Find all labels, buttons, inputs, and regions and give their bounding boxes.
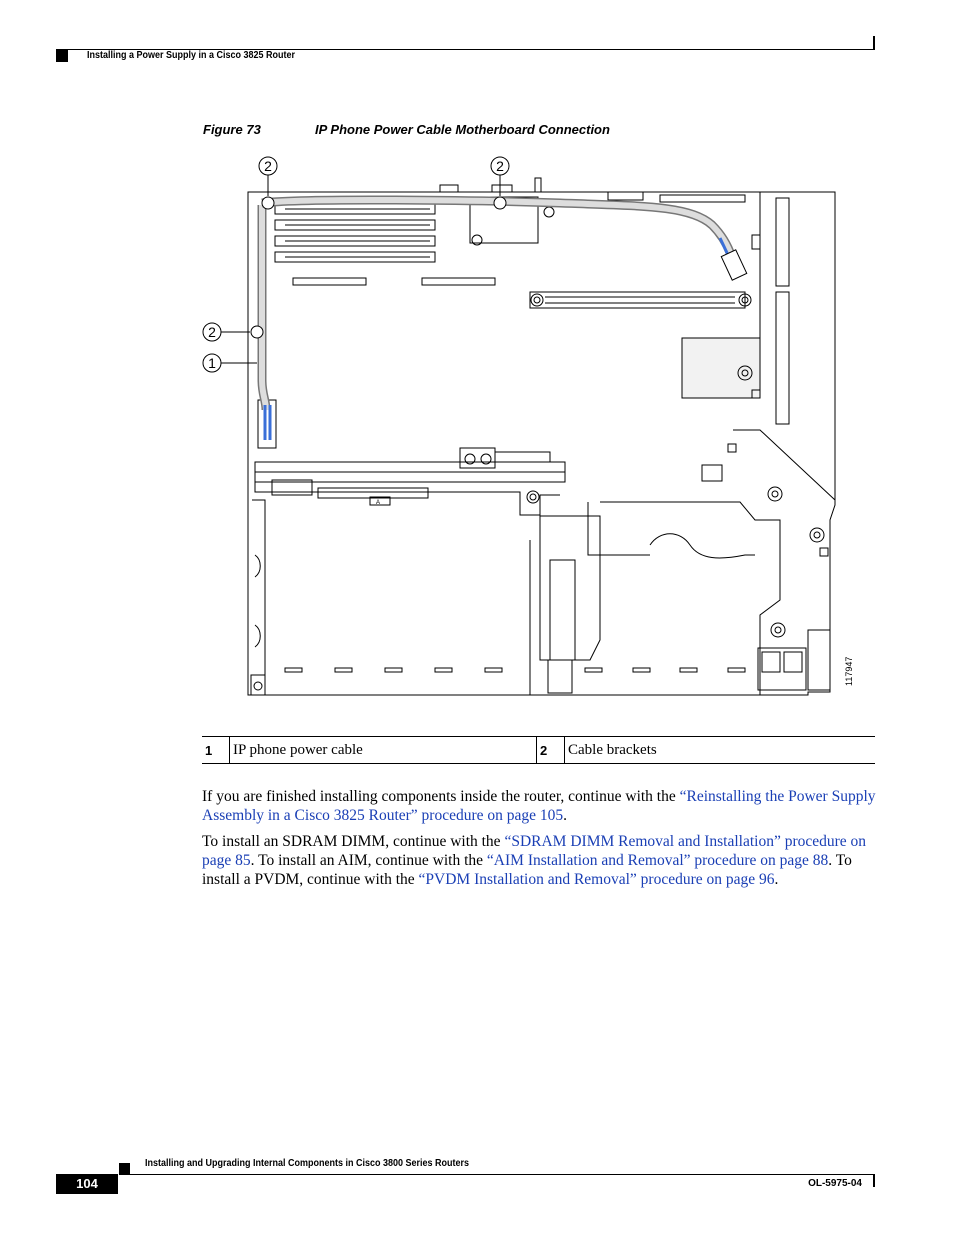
page-number: 104 [56, 1174, 118, 1194]
link-pvdm[interactable]: “PVDM Installation and Removal” procedure on page 96 [418, 871, 775, 888]
cable-bracket [251, 326, 263, 338]
footer-marker [119, 1163, 130, 1174]
header-tick [873, 36, 875, 50]
legend-text: IP phone power cable [230, 737, 537, 764]
callout-1: 1 [208, 355, 216, 371]
cable-bracket [262, 197, 274, 209]
callout-2c: 2 [208, 324, 216, 340]
connector-label: A [375, 500, 381, 506]
legend-row [202, 737, 875, 764]
callout-2b: 2 [496, 158, 504, 174]
callout-2a: 2 [264, 158, 272, 174]
legend-table [202, 736, 875, 764]
legend-text: Cable brackets [565, 737, 876, 764]
connector-b [422, 278, 495, 285]
figure-title: IP Phone Power Cable Motherboard Connection [315, 122, 610, 137]
dimm-sockets-left [275, 204, 435, 262]
link-sdram-dimm[interactable]: “SDRAM DIMM Removal and Installation” procedure on page 85 [202, 833, 867, 869]
doc-id: OL-5975-04 [808, 1178, 862, 1189]
dimm-socket-right [530, 292, 745, 308]
art-id: 117947 [844, 656, 854, 686]
legend-num: 2 [537, 737, 565, 764]
right-slot-bottom [776, 292, 789, 424]
legend-num: 1 [202, 737, 230, 764]
ethernet-ports [758, 648, 806, 690]
shaded-block [682, 338, 760, 398]
motherboard-diagram [196, 150, 856, 710]
connector-a [293, 278, 366, 285]
vents [285, 668, 745, 672]
footer-tick [873, 1175, 875, 1187]
figure-number: Figure 73 [203, 122, 261, 137]
right-slot-top [776, 198, 789, 286]
pci-card [540, 516, 600, 660]
chassis-outline [248, 192, 835, 695]
footer-book-title: Installing and Upgrading Internal Components in Cisco 3800 Series Routers [145, 1158, 470, 1169]
cable-bracket [494, 197, 506, 209]
header-title: Installing a Power Supply in a Cisco 3825 Router [87, 50, 296, 61]
footer-rule [119, 1174, 875, 1175]
link-reinstall-power-supply[interactable]: “Reinstalling the Power Supply Assembly in a Cisco 3825 Router” procedure on page 105 [202, 788, 876, 824]
link-aim[interactable]: “AIM Installation and Removal” procedure on page 88 [486, 852, 829, 869]
paragraph-next-steps: To install an SDRAM DIMM, continue with the “SDRAM DIMM Removal and Installation” procedure on page 85. To install an AIM, continue with the “AIM Installation and Removal” procedure on page 88. To install a PVDM, continue with the “PVDM Installation and Removal” procedure on page 96. [202, 833, 867, 888]
header-marker [56, 50, 68, 62]
paragraph-finished: If you are finished installing components inside the router, continue with the “Reinstalling the Power Supply Assembly in a Cisco 3825 Router” procedure on page 105. [202, 788, 876, 824]
